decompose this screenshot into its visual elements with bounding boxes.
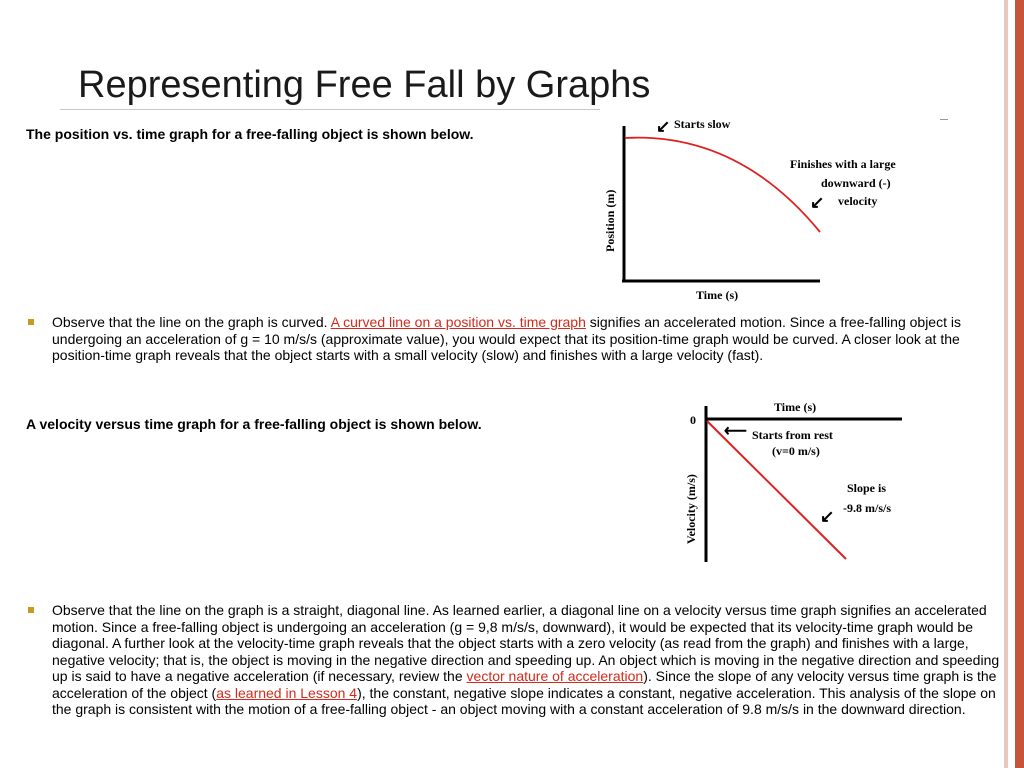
vector-nature-link[interactable]: vector nature of acceleration xyxy=(466,668,644,684)
position-finish-line-3: velocity xyxy=(838,194,878,208)
position-start-arrow: ↙ xyxy=(656,117,671,136)
position-finish-arrow: ↙ xyxy=(810,193,825,212)
velocity-slope-arrow: ↙ xyxy=(820,507,835,526)
lesson-4-link[interactable]: as learned in Lesson 4 xyxy=(216,684,358,701)
curved-line-link[interactable]: A curved line on a position vs. time graph xyxy=(330,314,586,330)
position-y-label: Position (m) xyxy=(603,189,617,252)
position-bullet xyxy=(26,314,1011,364)
velocity-start-line-1: Starts from rest xyxy=(752,428,833,442)
bullet-marker xyxy=(28,319,34,325)
position-start-annotation: Starts slow xyxy=(674,117,731,131)
velocity-start-arrow: ⟵ xyxy=(724,423,747,440)
velocity-x-label: Time (s) xyxy=(774,400,817,414)
velocity-zero-label: 0 xyxy=(690,413,696,427)
velocity-bullet xyxy=(26,602,1011,718)
slide-edge-bar xyxy=(1015,0,1024,768)
position-curve xyxy=(625,138,820,232)
velocity-y-label: Velocity (m/s) xyxy=(684,474,698,544)
velocity-bullet-text: Observe that the line on the graph is a straight, diagonal line. As learned earlier, a diagonal line on a velocity versus time graph signifies an accelerated motion. Since a free-falling object is undergoing an acceleration (g = 9,8 m/s/s, downward), it would be expected that its velocity-time graph would be diagonal. A further look at the velocity-time graph reveals that the object starts with a zero velocity (as read from the graph) and finishes with a large, negative velocity; that is, the object is moving in the negative direction and speeding up. An object which is moving in the negative direction and speeding up is said to have a negative acceleration (if necessary, review the vector nature of acceleration). Since the slope of any velocity versus time graph is the acceleration of the object (as learned in Lesson 4), the constant, negative slope indicates a constant, negative acceleration. This analysis of the slope on the graph is consistent with the motion of a free-falling object - an object moving with a constant acceleration of 9.8 m/s/s in the downward direction. xyxy=(52,602,1000,717)
position-x-label: Time (s) xyxy=(696,288,739,302)
bullet-marker xyxy=(28,607,34,613)
position-finish-line-1: Finishes with a large xyxy=(790,157,896,171)
title-divider xyxy=(60,109,600,110)
velocity-graph-heading: A velocity versus time graph for a free-falling object is shown below. xyxy=(26,416,482,432)
position-bullet-text: Observe that the line on the graph is curved. A curved line on a position vs. time graph signifies an accelerated motion. Since a free-falling object is undergoing an acceleration of g = 10 m/s/s (approximate value), you would expect that its position-time graph would be curved. A closer look at the position-time graph reveals that the object starts with a small velocity (slow) and finishes with a large velocity (fast). xyxy=(52,314,961,363)
position-finish-line-2: downward (-) xyxy=(821,176,891,190)
velocity-time-graph xyxy=(676,392,916,570)
velocity-slope-line-1: Slope is xyxy=(847,481,887,495)
velocity-start-line-2: (v=0 m/s) xyxy=(772,444,820,458)
position-time-graph xyxy=(598,112,944,306)
slide-title: Representing Free Fall by Graphs xyxy=(78,64,651,106)
position-graph-heading: The position vs. time graph for a free-falling object is shown below. xyxy=(26,126,474,142)
velocity-slope-line-2: -9.8 m/s/s xyxy=(843,501,891,515)
